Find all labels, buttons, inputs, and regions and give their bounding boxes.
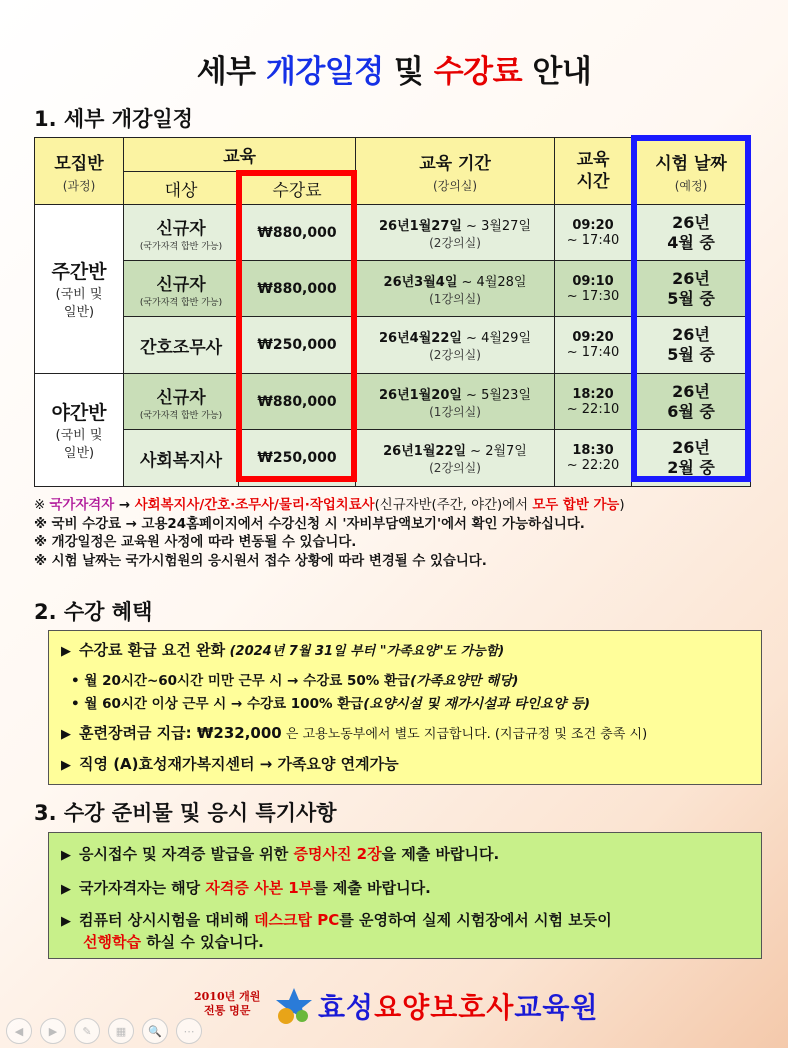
- star-emblem-icon: [272, 986, 316, 1026]
- table-row-period: 26년4월22일 ~ 4월29일 (2강의실): [356, 317, 555, 374]
- table-row-exam: 26년 5월 중: [632, 261, 751, 317]
- header-target: 대상: [124, 172, 239, 205]
- note-schedule-change: ※ 개강일정은 교육원 사정에 따라 변동될 수 있습니다.: [34, 535, 357, 550]
- section-heading-benefits: 2. 수강 혜택: [34, 600, 153, 624]
- table-row-time: 09:10 ~ 17:30: [555, 261, 632, 317]
- pen-tool-button[interactable]: ✎: [74, 1018, 100, 1044]
- benefit-refund-50: • 월 20시간~60시간 미만 근무 시 → 수강료 50% 환급(가족요양만 해당): [71, 673, 519, 689]
- page-title: 세부 개강일정 및 수강료 안내: [196, 54, 592, 90]
- triangle-bullet-icon: ▶: [61, 848, 71, 863]
- header-group: 모집반 (과정): [35, 138, 124, 205]
- table-row-exam: 26년 2월 중: [632, 430, 751, 487]
- table-row-period: 26년1월27일 ~ 3월27일 (2강의실): [356, 205, 555, 261]
- prep-desktop-pc-cont: 선행학습 하실 수 있습니다.: [83, 933, 264, 951]
- school-logo: [190, 986, 610, 1026]
- table-row-course: 신규자 (국가자격 합반 가능): [124, 374, 239, 430]
- slide-nav-bar: [6, 1018, 202, 1044]
- triangle-bullet-icon: ▶: [61, 882, 71, 897]
- table-row-exam: 26년 5월 중: [632, 317, 751, 374]
- table-row-exam: 26년 4월 중: [632, 205, 751, 261]
- header-time: 교육 시간: [555, 138, 632, 205]
- note-national-cert: ※ 국가자격자 → 사회복지사/간호·조무사/물리·작업치료사(신규자반(주간, 야간)에서 모두 합반 가능): [34, 498, 625, 513]
- prep-photo: ▶ 응시접수 및 자격증 발급을 위한 증명사진 2장을 제출 바랍니다.: [61, 845, 500, 863]
- prev-slide-button[interactable]: ◀: [6, 1018, 32, 1044]
- table-row-exam: 26년 6월 중: [632, 374, 751, 430]
- triangle-bullet-icon: ▶: [61, 914, 71, 929]
- schedule-notes: [34, 497, 764, 571]
- table-row-fee: ₩250,000: [239, 317, 356, 374]
- prep-box: [48, 832, 762, 959]
- benefit-direct-center: ▶ 직영 (A)효성재가복지센터 → 가족요양 연계가능: [61, 755, 399, 773]
- benefit-refund: ▶ 수강료 환급 요건 완화 (2024년 7월 31일 부터 "가족요양"도 가능함): [61, 641, 505, 659]
- table-row-fee: ₩880,000: [239, 261, 356, 317]
- table-row-period: 26년1월20일 ~ 5월23일 (1강의실): [356, 374, 555, 430]
- benefits-box: [48, 630, 762, 785]
- established-stamp: 2010년 개원 전통 명문: [194, 990, 261, 1017]
- table-row-course: 사회복지사: [124, 430, 239, 487]
- section-heading-prep: 3. 수강 준비물 및 응시 특기사항: [34, 801, 337, 825]
- slide-grid-button[interactable]: ▦: [108, 1018, 134, 1044]
- triangle-bullet-icon: ▶: [61, 758, 71, 773]
- header-period: 교육 기간 (강의실): [356, 138, 555, 205]
- zoom-button[interactable]: 🔍: [142, 1018, 168, 1044]
- triangle-bullet-icon: ▶: [61, 727, 71, 742]
- table-row-fee: ₩880,000: [239, 374, 356, 430]
- note-tuition: ※ 국비 수강료 → 고용24홈페이지에서 수강신청 시 '자비부담액보기'에서 확인 가능하십니다.: [34, 516, 585, 532]
- table-row-course: 신규자 (국가자격 합반 가능): [124, 261, 239, 317]
- table-row-time: 09:20 ~ 17:40: [555, 317, 632, 374]
- header-fee: 수강료: [239, 172, 356, 205]
- school-name: 효성요양보호사교육원: [318, 991, 599, 1024]
- table-row-fee: ₩250,000: [239, 430, 356, 487]
- table-row-time: 18:20 ~ 22:10: [555, 374, 632, 430]
- table-row-time: 18:30 ~ 22:20: [555, 430, 632, 487]
- triangle-bullet-icon: ▶: [61, 644, 71, 659]
- table-row-period: 26년1월22일 ~ 2월7일 (2강의실): [356, 430, 555, 487]
- group-day: 주간반 (국비 및 일반): [35, 205, 124, 374]
- header-exam: 시험 날짜 (예정): [632, 138, 751, 205]
- benefit-refund-100: • 월 60시간 이상 근무 시 → 수강료 100% 환급(요양시설 및 재가시설과 타인요양 등): [71, 696, 591, 712]
- prep-desktop-pc: ▶ 컴퓨터 상시시험을 대비해 데스크탑 PC를 운영하여 실제 시험장에서 시험 보듯이: [61, 911, 612, 929]
- prep-certificate: ▶ 국가자격자는 해당 자격증 사본 1부를 제출 바랍니다.: [61, 879, 431, 897]
- more-options-button[interactable]: ⋯: [176, 1018, 202, 1044]
- table-row-course: 신규자 (국가자격 합반 가능): [124, 205, 239, 261]
- group-night: 야간반 (국비 및 일반): [35, 374, 124, 487]
- table-row-course: 간호조무사: [124, 317, 239, 374]
- table-row-time: 09:20 ~ 17:40: [555, 205, 632, 261]
- header-education: 교육: [124, 138, 356, 172]
- schedule-table: [34, 137, 751, 487]
- table-row-fee: ₩880,000: [239, 205, 356, 261]
- table-row-period: 26년3월4일 ~ 4월28일 (1강의실): [356, 261, 555, 317]
- section-heading-schedule: 1. 세부 개강일정: [34, 107, 193, 131]
- next-slide-button[interactable]: ▶: [40, 1018, 66, 1044]
- benefit-allowance: ▶ 훈련장려금 지급: ₩232,000 은 고용노동부에서 별도 지급합니다. (지급규정 및 조건 충족 시): [61, 724, 648, 742]
- note-exam-date: ※ 시험 날짜는 국가시험원의 응시원서 접수 상황에 따라 변경될 수 있습니다.: [34, 553, 487, 569]
